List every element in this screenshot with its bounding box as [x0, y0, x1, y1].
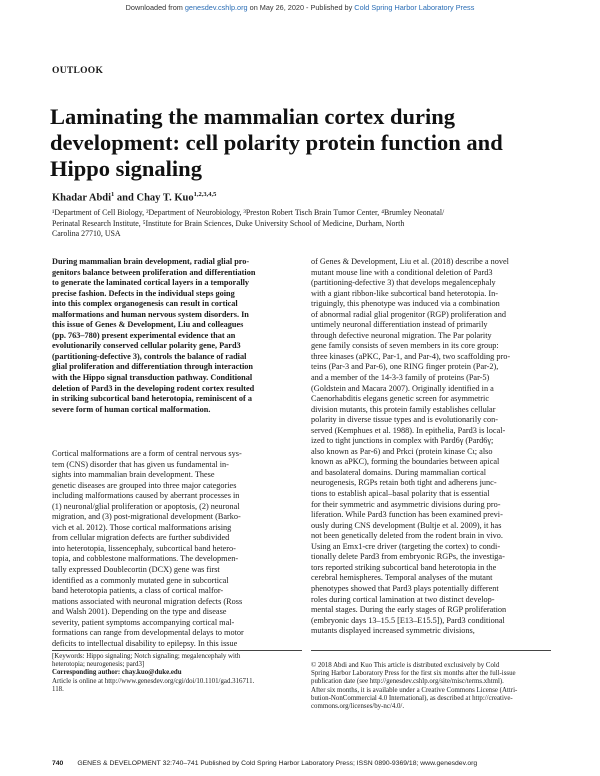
- license-line: Spring Harbor Laboratory Press for the first six months after the full-issue: [311, 670, 516, 678]
- body-line: including malformations caused by aberrant processes in: [52, 491, 240, 501]
- journal-citation: GENES & DEVELOPMENT 32:740–741 Published by Cold Spring Harbor Laboratory Press; ISSN 0890-9369/18; www.genesdev.org: [77, 760, 478, 767]
- body-line: gene family consists of seven members in its core group:: [311, 341, 499, 351]
- author-name: Chay T. Kuo: [136, 192, 194, 204]
- body-line: also known as Par-6) and Prkci (protein kinase Cι; also: [311, 446, 493, 456]
- body-line: ously during CNS development (Bultje et al. 2009), it has: [311, 520, 502, 530]
- body-line: and a member of the 14-3-3 family of proteins (Par-5): [311, 373, 490, 383]
- body-line: division mutants, this protein family establishes cellular: [311, 404, 496, 414]
- publisher-link[interactable]: Cold Spring Harbor Laboratory Press: [354, 3, 475, 12]
- body-line: mutant mouse line with a conditional deletion of Pard3: [311, 267, 493, 277]
- license-line: commons.org/licenses/by-nc/4.0/.: [311, 703, 405, 711]
- license-notice: [311, 662, 551, 711]
- body-line: Using an Emx1-cre driver (targeting the cortex) to condi-: [311, 541, 501, 551]
- abstract-line: to generate the laminated cortical layers in a temporally: [52, 278, 250, 288]
- abstract-line: this issue of Genes & Development, Liu and colleagues: [52, 320, 244, 330]
- abstract-line: precise fashion. Defects in the individual steps going: [52, 288, 235, 298]
- author-line: [52, 191, 216, 204]
- affiliation-line: ¹Department of Cell Biology, ²Department of Neurobiology, ³Preston Robert Tisch Brain Tumor Center, ⁴Brumley Neonatal/: [52, 208, 445, 217]
- body-line: Cortical malformations are a form of central nervous sys-: [52, 449, 242, 458]
- affiliation-line: Carolina 27710, USA: [52, 229, 121, 238]
- keywords-line: heterotopia; neurogenesis; pard3]: [52, 661, 145, 669]
- abstract-line: malformations and human nervous system disorders. In: [52, 309, 249, 319]
- body-line: migration, and (3) post-migrational development (Barko-: [52, 512, 241, 522]
- author-conjunction: and: [114, 192, 137, 204]
- page-number: 740: [52, 760, 64, 767]
- author-affiliation-mark: 1,2,3,4,5: [193, 191, 217, 198]
- abstract-line: deletion of Pard3 in the developing rodent cortex resulted: [52, 383, 255, 393]
- abstract-line: glial proliferation and differentiation through interaction: [52, 362, 253, 372]
- abstract-line: severe form of human cortical malformation.: [52, 404, 211, 414]
- body-line: tionally delete Pard3 from embryonic RGPs, the investiga-: [311, 552, 505, 562]
- abstract-line: in striking subcortical band heterotopia, reminiscent of a: [52, 394, 252, 404]
- body-line: (1) neuronal/glial proliferation or apoptosis, (2) neuronal: [52, 501, 240, 511]
- body-line: Caenorhabditis elegans genetic screen for asymmetric: [311, 394, 489, 404]
- author-affiliation-mark: 1: [111, 191, 115, 198]
- article-doi-line[interactable]: Article is online at http://www.genesdev.org/cgi/doi/10.1101/gad.316711.: [52, 677, 255, 685]
- abstract-line: During mammalian brain development, radial glial pro-: [52, 257, 250, 266]
- body-line: mental stages. During the early stages of RGP proliferation: [311, 605, 507, 615]
- corresponding-author-line: Corresponding author: chay.kuo@duke.edu: [52, 669, 182, 677]
- body-line: mutants displayed increased symmetric divisions,: [311, 626, 475, 636]
- body-line: served (Kemphues et al. 1988). In epithelia, Pard3 is local-: [311, 425, 506, 435]
- body-line: sights into mammalian brain development. These: [52, 470, 215, 480]
- body-line: (Goldstein and Macara 2007). Originally identified in a: [311, 383, 494, 393]
- abstract-line: (pp. 763–780) present experimental evidence that an: [52, 330, 236, 340]
- license-line: bution-NonCommercial 4.0 International), as described at http://creative-: [311, 694, 513, 702]
- download-banner: Downloaded from genesdev.cshlp.org on May 26, 2020 - Published by Cold Spring Harbor Laboratory Press: [125, 3, 475, 12]
- license-line: publication date (see http://genesdev.cshlp.org/site/misc/terms.xhtml).: [311, 678, 504, 686]
- keywords-line: [Keywords: Hippo signaling; Notch signaling; megalencephaly with: [52, 653, 241, 660]
- body-line: untimely neuronal differentiation instead of primarily: [311, 320, 488, 330]
- affiliations: [52, 208, 452, 240]
- body-line: not been genetically deleted from the rodent brain in vivo.: [311, 531, 503, 541]
- author-name: Khadar Abdi: [52, 192, 112, 204]
- site-link[interactable]: genesdev.cshlp.org: [184, 3, 248, 12]
- body-line: severity, patient symptoms accompanying cortical mal-: [52, 617, 235, 627]
- body-line: liferation. While Pard3 function has been examined previ-: [311, 510, 503, 520]
- body-line: from cellular migration defects are further subdivided: [52, 533, 230, 543]
- body-line: tally expressed Doublecortin (DCX) gene was first: [52, 565, 220, 575]
- body-text-right-column: [311, 257, 551, 637]
- section-label: OUTLOOK: [52, 66, 104, 76]
- body-line: with a giant ribbon-like subcortical band heterotopia. In-: [311, 288, 498, 298]
- body-line: and Walsh 2001). Depending on the type and disease: [52, 607, 227, 617]
- body-line: deficits to intellectual disability to epilepsy. In this issue: [52, 638, 238, 648]
- body-line: into heterotopia, lissencephaly, subcortical band hetero-: [52, 543, 236, 553]
- body-line: (partitioning-defective 3) that develops megalencephaly: [311, 278, 496, 288]
- body-line: band heterotopia patients, a class of cortical malfor-: [52, 586, 224, 596]
- body-line: ized to tight junctions in complex with Pard6γ (Pard6γ;: [311, 436, 494, 446]
- body-line: tem (CNS) disorder that has given us fundamental in-: [52, 459, 229, 469]
- footnote-divider: [52, 650, 302, 651]
- body-line: and basolateral domains. During mammalian cortical: [311, 467, 487, 477]
- body-line: vich et al. 2012). Those cortical malformations arising: [52, 522, 232, 532]
- body-line: neurogenesis, RGPs retain both tight and adherens junc-: [311, 478, 497, 488]
- abstract-line: genitors balance between proliferation and differentiation: [52, 267, 256, 277]
- abstract-line: into this complex organogenesis can result in cortical: [52, 299, 238, 309]
- body-line: cerebral hemispheres. Temporal analyses of the mutant: [311, 573, 493, 583]
- body-line: for their symmetric and asymmetric divisions during pro-: [311, 499, 501, 509]
- article-title: Laminating the mammalian cortex during development: cell polarity protein function and Hippo signaling: [50, 104, 503, 181]
- abstract-line: with the Hippo signal transduction pathway. Conditional: [52, 373, 253, 383]
- body-line: (embryonic days 13–15.5 [E13–E15.5]), Pard3 conditional: [311, 615, 505, 625]
- body-line: tions to establish apical–basal polarity that is essential: [311, 489, 490, 499]
- body-line: three kinases (aPKC, Par-1, and Par-4), two scaffolding pro-: [311, 351, 511, 361]
- body-line: triguingly, this phenotype was induced via a combination: [311, 299, 500, 309]
- body-line: genetic diseases are grouped into three major categories: [52, 480, 237, 490]
- license-line: © 2018 Abdi and Kuo This article is distributed exclusively by Cold: [311, 662, 500, 669]
- page-footer: [52, 760, 552, 767]
- body-text-left-column: [52, 449, 302, 649]
- affiliation-line: Perinatal Research Institute, ⁵Institute for Brain Sciences, Duke University School of Medicine, Durham, North: [52, 218, 405, 228]
- body-line: formations can range from developmental delays to motor: [52, 628, 244, 638]
- license-divider: [311, 650, 551, 651]
- article-doi-line: 118.: [52, 685, 64, 693]
- body-line: through defective neuronal migration. The Par polarity: [311, 330, 492, 340]
- abstract-line: evolutionarily conserved cellular polarity gene, Pard3: [52, 341, 241, 351]
- abstract: [52, 257, 302, 415]
- body-line: topia, and cobblestone malformations. The developmen-: [52, 554, 239, 564]
- body-line: roles during cortical lamination at two distinct develop-: [311, 594, 495, 604]
- body-line: tors reported striking subcortical band heterotopia in the: [311, 562, 497, 572]
- body-line: phenotypes showed that Pard3 plays potentially different: [311, 583, 499, 593]
- body-line: of abnormal radial glial progenitor (RGP) proliferation and: [311, 309, 506, 319]
- license-line: After six months, it is available under a Creative Commons License (Attri-: [311, 686, 518, 694]
- body-line: known as aPKC), forming the boundaries between apical: [311, 457, 500, 467]
- body-line: identified as a commonly mutated gene in subcortical: [52, 575, 229, 585]
- abstract-line: (partitioning-defective 3), controls the balance of radial: [52, 351, 247, 361]
- footnotes: [52, 653, 302, 694]
- body-line: teins (Par-3 and Par-6), one RING finger protein (Par-2),: [311, 362, 499, 372]
- body-line: of Genes & Development, Liu et al. (2018) describe a novel: [311, 257, 509, 266]
- body-line: mations associated with neuronal migration defects (Ross: [52, 596, 243, 606]
- body-line: polarity in diverse tissue types and is evolutionarily con-: [311, 415, 498, 425]
